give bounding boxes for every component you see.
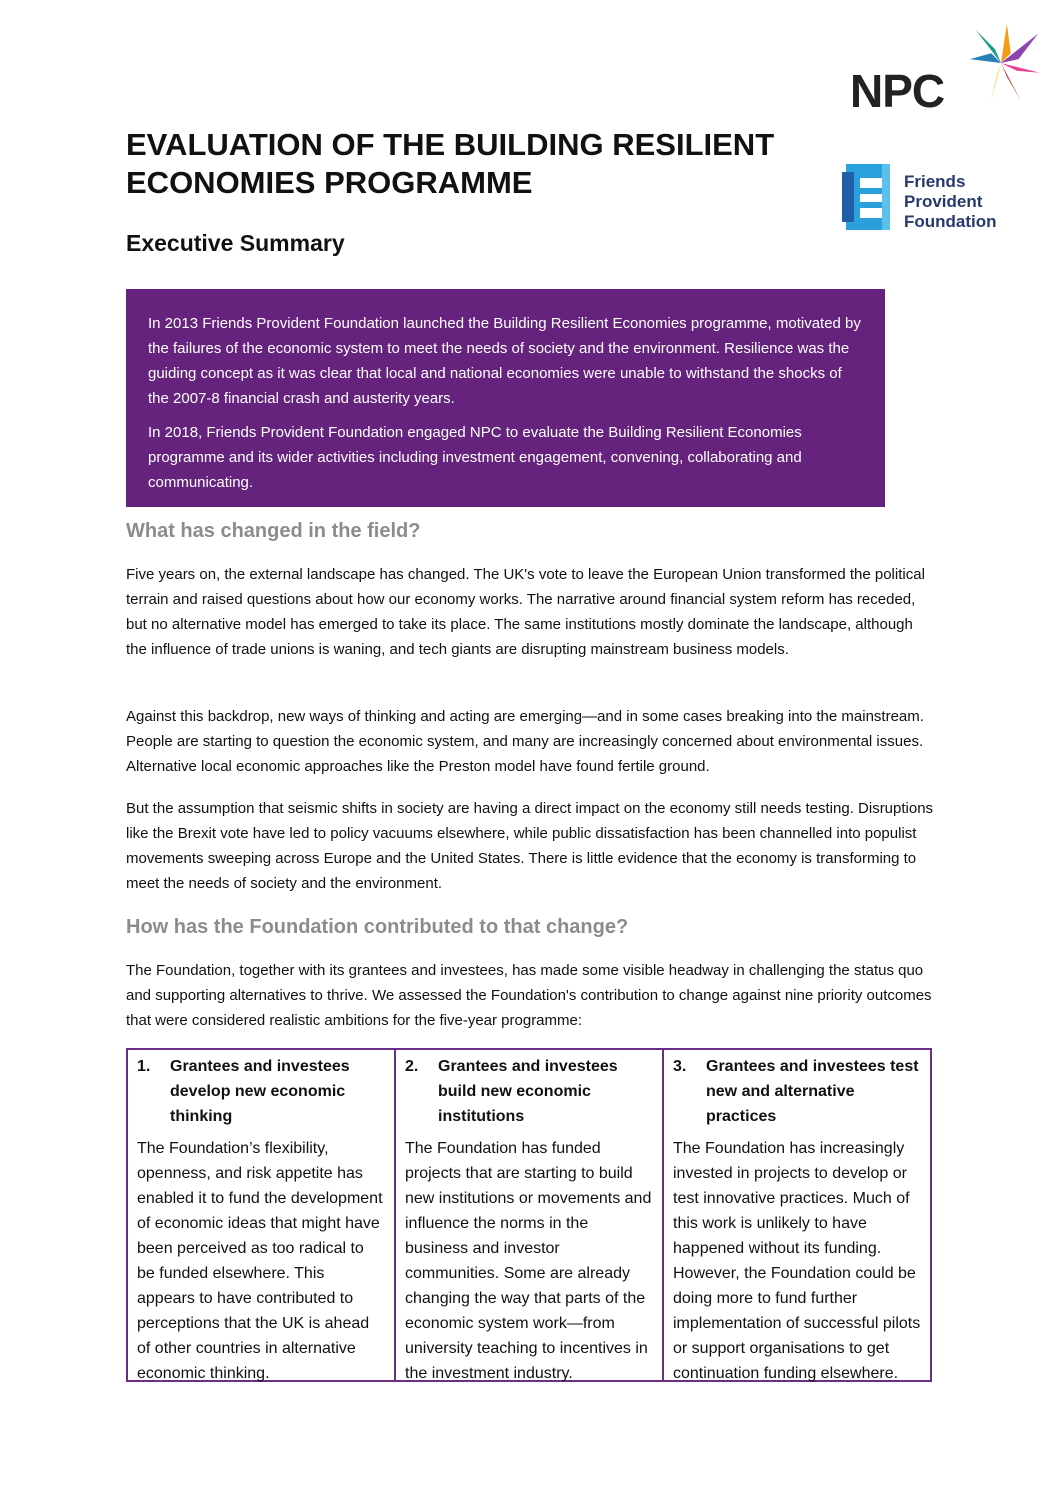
npc-logo	[850, 24, 1040, 120]
body-paragraph: But the assumption that seismic shifts in society are having a direct impact on the economy still needs testing. Disruptions like the Brexit vote have led to policy vacuums elsewhere, while public dissatisfaction has been channelled into populist movements sweeping across Europe and the United States. There is little evidence that the economy is transforming to meet the needs of society and the environment.	[126, 800, 934, 892]
outcome-heading	[673, 1054, 922, 1129]
friends-provident-foundation-logo	[842, 164, 1032, 230]
intro-paragraph: In 2018, Friends Provident Foundation engaged NPC to evaluate the Building Resilient Economies programme and its wider activities including investment engagement, convening, collaborating and communicating.	[148, 424, 802, 491]
fpf-line: Friends	[904, 172, 966, 191]
document-title: EVALUATION OF THE BUILDING RESILIENT ECONOMIES PROGRAMME	[126, 127, 775, 200]
outcome-heading	[405, 1054, 654, 1129]
outcome-body: The Foundation’s flexibility, openness, and risk appetite has enabled it to fund the development of economic ideas that might have been perceived as too radical to be funded elsewhere. This appears to have contributed to perceptions that the UK is ahead of other countries in alternative economic thinking.	[137, 1140, 383, 1382]
outcome-number: 1.	[137, 1058, 151, 1075]
section-heading-contributed: How has the Foundation contributed to that change?	[126, 916, 629, 938]
body-paragraph: Against this backdrop, new ways of thinking and acting are emerging—and in some cases breaking into the mainstream. People are starting to question the economic system, and many are increasingly concerned about environmental issues. Alternative local economic approaches like the Preston model have found fertile ground.	[126, 708, 924, 775]
outcome-number: 2.	[405, 1058, 419, 1075]
fpf-logo-text	[904, 172, 997, 232]
outcome-cell	[128, 1050, 396, 1380]
fpf-logo-icon	[842, 164, 894, 230]
npc-logo-text: NPC	[850, 65, 945, 117]
outcome-number: 3.	[673, 1058, 687, 1075]
fpf-line: Provident	[904, 192, 983, 211]
body-paragraph: The Foundation, together with its grantees and investees, has made some visible headway in challenging the status quo and supporting alternatives to thrive. We assessed the Foundation's contribution to change against nine priority outcomes that were considered realistic ambitions for the five-year programme:	[126, 962, 932, 1029]
outcome-body: The Foundation has funded projects that are starting to build new institutions or movements and influence the norms in the business and investor communities. Some are already changing the way that parts of the economic system work—from university teaching to incentives in the investment industry.	[405, 1140, 652, 1382]
intro-box	[126, 289, 885, 507]
section-heading-changed: What has changed in the field?	[126, 520, 421, 542]
fpf-line: Foundation	[904, 212, 997, 231]
star-icon	[962, 24, 1040, 102]
outcome-title: Grantees and investees build new economic institutions	[438, 1058, 618, 1125]
outcome-cell	[664, 1050, 930, 1380]
executive-summary-heading: Executive Summary	[126, 230, 345, 256]
outcome-body: The Foundation has increasingly invested in projects to develop or test innovative practices. Much of this work is unlikely to have happened without its funding. However, the Foundation could be doing more to fund further implementation of successful pilots or support organisations to get continuation funding elsewhere.	[673, 1140, 921, 1382]
outcome-cell	[396, 1050, 664, 1380]
outcomes-table	[126, 1048, 932, 1382]
intro-paragraph: In 2013 Friends Provident Foundation launched the Building Resilient Economies programme, motivated by the failures of the economic system to meet the needs of society and the environment. Resilience was the guiding concept as it was clear that local and national economies were unable to withstand the shocks of the 2007-8 financial crash and austerity years.	[148, 315, 861, 407]
body-paragraph: Five years on, the external landscape has changed. The UK's vote to leave the European Union transformed the political terrain and raised questions about how our economy works. The narrative around financial system reform has receded, but no alternative model has emerged to take its place. The same institutions mostly dominate the landscape, although the influence of trade unions is waning, and tech giants are disrupting mainstream business models.	[126, 566, 925, 658]
outcome-heading	[137, 1054, 386, 1129]
outcome-title: Grantees and investees develop new economic thinking	[170, 1058, 350, 1125]
outcome-title: Grantees and investees test new and alternative practices	[706, 1058, 919, 1125]
